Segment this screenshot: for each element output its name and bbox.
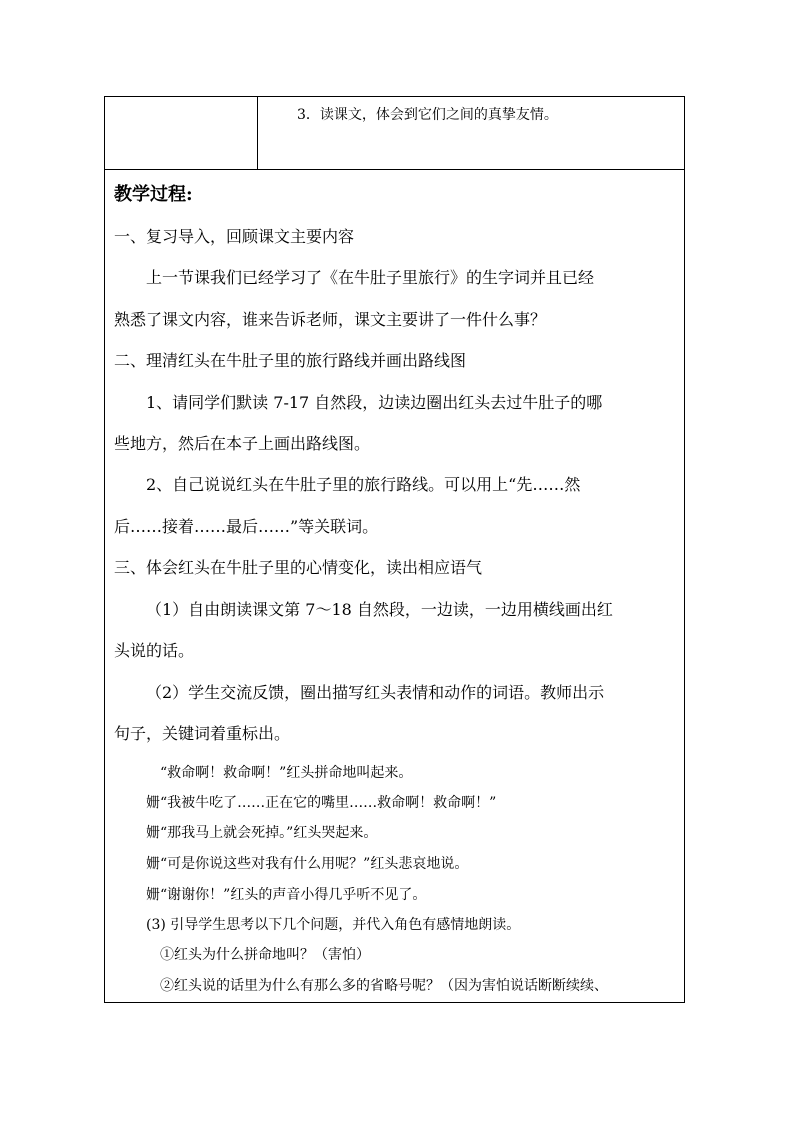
section-2-heading: 二、理清红头在牛肚子里的旅行路线并画出路线图	[114, 351, 467, 370]
objectives-row	[105, 97, 684, 170]
section-3-heading: 三、体会红头在牛肚子里的心情变化，读出相应语气	[114, 558, 483, 577]
question-line: ①红头为什么拼命地叫？（害怕）	[160, 947, 370, 963]
paragraph-line: （2）学生交流反馈，圈出描写红头表情和动作的词语。教师出示	[146, 683, 605, 702]
paragraph-line: 后……接着……最后……”等关联词。	[114, 517, 379, 536]
objectives-label-cell	[105, 97, 258, 169]
quote-line: 姗“可是你说这些对我有什么用呢？”红头悲哀地说。	[146, 856, 469, 872]
paragraph-line: 头说的话。	[114, 641, 195, 660]
process-title: 教学过程:	[114, 184, 193, 205]
section-1-heading: 一、复习导入，回顾课文主要内容	[114, 227, 355, 246]
paragraph-line: 上一节课我们已经学习了《在牛肚子里旅行》的生字词并且已经	[146, 268, 595, 287]
paragraph-line: (3) 引导学生思考以下几个问题，并代入角色有感情地朗读。	[146, 917, 521, 933]
objective-3: 3．读课文，体会到它们之间的真挚友情。	[297, 107, 558, 123]
question-line: ②红头说的话里为什么有那么多的省略号呢？（因为害怕说话断断续续、	[160, 978, 608, 994]
paragraph-line: 句子，关键词着重标出。	[114, 724, 291, 743]
quote-line: 姗“谢谢你！”红头的声音小得几乎听不见了。	[146, 887, 427, 903]
paragraph-line: （1）自由朗读课文第 7～18 自然段，一边读，一边用横线画出红	[146, 600, 613, 619]
quote-line: “救命啊！救命啊！”红头拼命地叫起来。	[160, 765, 413, 781]
quote-line: 姗“那我马上就会死掉。”红头哭起来。	[146, 825, 378, 841]
paragraph-line: 些地方，然后在本子上画出路线图。	[114, 434, 371, 453]
quote-line: 姗“我被牛吃了……正在它的嘴里……救命啊！救命啊！”	[146, 795, 497, 811]
paragraph-line: 1、请同学们默读 7-17 自然段，边读边圈出红头去过牛肚子的哪	[146, 393, 603, 412]
paragraph-line: 2、自己说说红头在牛肚子里的旅行路线。可以用上“先……然	[146, 475, 581, 494]
paragraph-line: 熟悉了课文内容，谁来告诉老师，课文主要讲了一件什么事？	[114, 310, 547, 329]
